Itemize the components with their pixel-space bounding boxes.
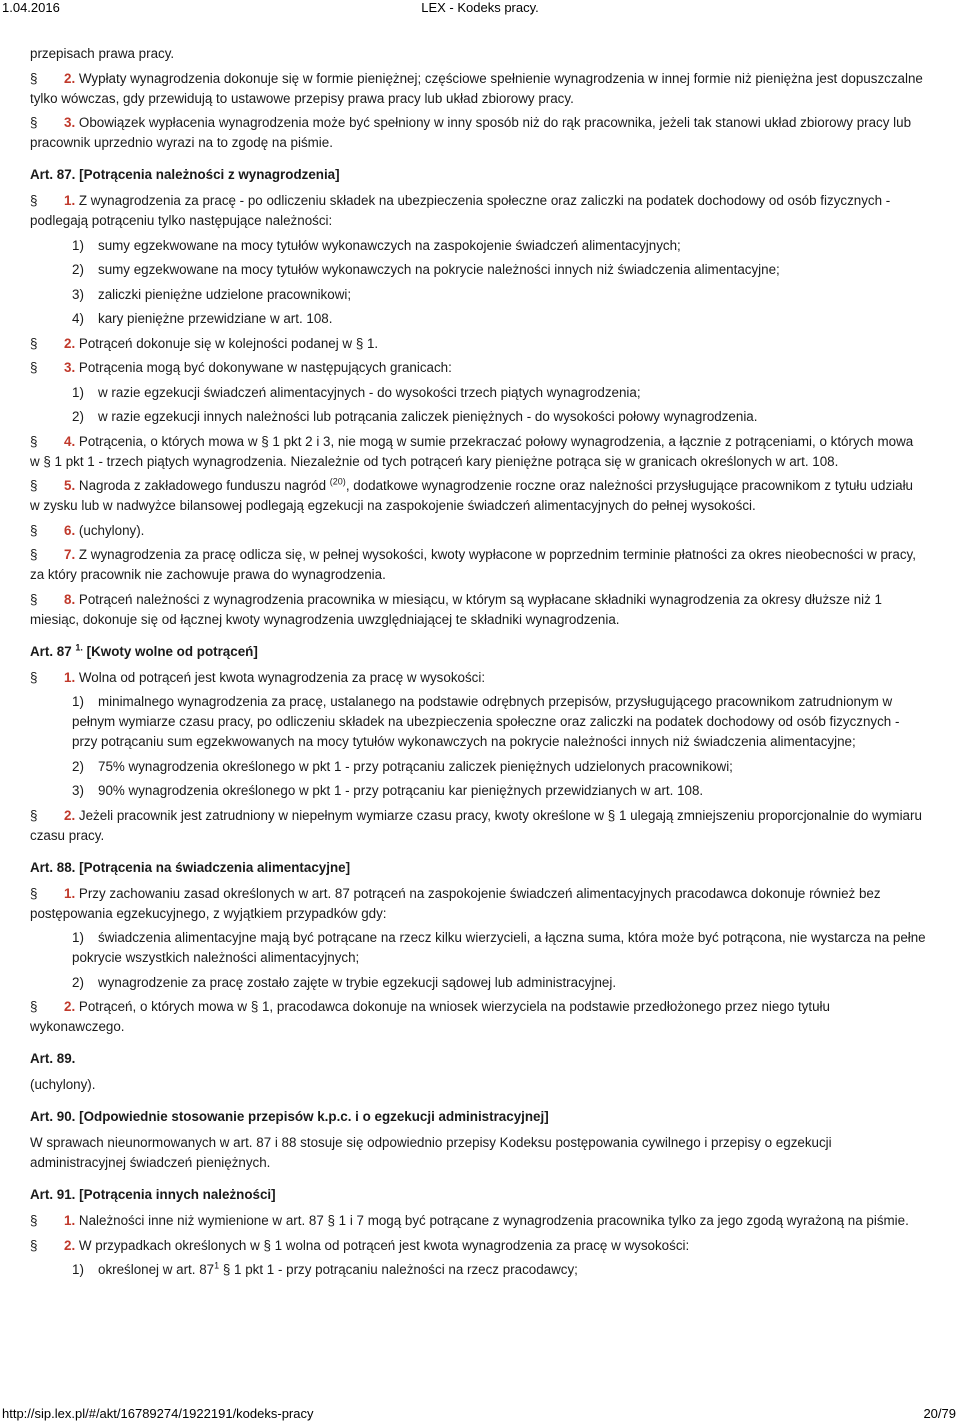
art87-par1 bbox=[30, 191, 926, 231]
art87-par4 bbox=[30, 432, 926, 472]
article-88-heading: Art. 88. [Potrącenia na świadczenia alimentacyjne] bbox=[30, 859, 351, 875]
paragraph-text: Z wynagrodzenia za pracę - po odliczeniu składek na ubezpieczenia społeczne oraz zaliczki na podatek dochodowy od osób fizycznych - podlegają potrąceniu tylko następujące należności: bbox=[30, 193, 891, 228]
section-sign: § bbox=[30, 70, 38, 86]
art871-par2 bbox=[30, 806, 926, 846]
art88-par1 bbox=[30, 884, 926, 924]
paragraph-text: Potrącenia, o których mowa w § 1 pkt 2 i 3, nie mogą w sumie przekraczać połowy wynagrodzenia, a łącznie z potrąceniami, o których mowa w § 1 pkt 1 - trzech piątych wynagrodzenia. Niezależnie od tych potrąceń kary pieniężne potrąca się w granicach określonych w art. 108. bbox=[30, 433, 914, 469]
section-sign: § bbox=[30, 999, 38, 1014]
paragraph-number: 3. bbox=[64, 360, 76, 375]
paragraph-text: Przy zachowaniu zasad określonych w art. 87 potrąceń na zaspokojenie świadczeń alimentacyjnych pracodawca dokonuje również bez postępowania egzekucyjnego, z wyjątkiem przypadków gdy: bbox=[30, 885, 881, 921]
list-item: 3) 90% wynagrodzenia określonego w pkt 1 - przy potrącaniu kar pieniężnych przewidzianych w art. 108. bbox=[72, 783, 704, 798]
document-body bbox=[30, 44, 926, 1285]
page-number: 20/79 bbox=[923, 1406, 956, 1421]
list-item: 2) w razie egzekucji innych należności lub potrącania zaliczek pieniężnych - do wysokości połowy wynagrodzenia. bbox=[72, 409, 758, 424]
art87-par8 bbox=[30, 590, 926, 630]
paragraph-text: Potrącenia mogą być dokonywane w następujących granicach: bbox=[78, 360, 452, 375]
section-sign: § bbox=[30, 1213, 38, 1228]
article-87-heading: Art. 87. [Potrącenia należności z wynagrodzenia] bbox=[30, 167, 340, 182]
article-title: [Odpowiednie stosowanie przepisów k.p.c. i o egzekucji administracyjnej] bbox=[79, 1109, 549, 1124]
art89-text: (uchylony). bbox=[30, 1077, 96, 1092]
section-sign: § bbox=[30, 807, 38, 823]
paragraph-number: 4. bbox=[64, 433, 76, 449]
paragraph-number: 5. bbox=[64, 478, 76, 493]
paragraph-number: 6. bbox=[64, 522, 76, 538]
paragraph-text: Należności inne niż wymienione w art. 87 § 1 i 7 mogą być potrącane z wynagrodzenia pracownika tylko za jego zgodą wyrażoną na piśmie. bbox=[78, 1213, 909, 1228]
paragraph-text: Z wynagrodzenia za pracę odlicza się, w pełnej wysokości, kwoty wypłacone w poprzednim terminie płatności za okres nieobecności w pracy, za który pracownik nie zachowuje prawa do wynagrodzenia. bbox=[30, 547, 916, 582]
footnote-ref[interactable]: (20) bbox=[329, 476, 346, 487]
section-sign: § bbox=[30, 547, 38, 562]
list-item: 1) sumy egzekwowane na mocy tytułów wykonawczych na zaspokojenie świadczeń alimentacyjnych; bbox=[72, 237, 681, 253]
list-item: 1) w razie egzekucji świadczeń alimentacyjnych - do wysokości trzech piątych wynagrodzenia; bbox=[72, 384, 641, 400]
paragraph-text: W przypadkach określonych w § 1 wolna od potrąceń jest kwota wynagrodzenia za pracę w wysokości: bbox=[78, 1237, 690, 1253]
section-sign: § bbox=[30, 522, 38, 538]
paragraph-number: 1. bbox=[64, 669, 76, 685]
paragraph-number: 2. bbox=[64, 999, 76, 1014]
section-sign: § bbox=[30, 591, 38, 607]
section-sign: § bbox=[30, 193, 38, 208]
paragraph-text: Potrąceń, o których mowa w § 1, pracodawca dokonuje na wniosek wierzyciela na podstawie przedłożonego przez niego tytułu wykonawczego. bbox=[30, 999, 830, 1034]
section-sign: § bbox=[30, 115, 38, 130]
list-item: 1) minimalnego wynagrodzenia za pracę, ustalanego na podstawie odrębnych przepisów, przysługującego pracownikom zatrudnionym w pełnym wymiarze czasu pracy, po odliczeniu składek na ubezpieczenia społeczne oraz zaliczki na podatek dochodowy od osób fizycznych - przy potrącaniu sum egzekwowanych na mocy tytułów wykonawczych na pokrycie należności innych niż świadczenia alimentacyjne; bbox=[72, 694, 900, 749]
art87-par3 bbox=[30, 358, 926, 378]
article-90-heading: Art. 90. [Odpowiednie stosowanie przepisów k.p.c. i o egzekucji administracyjnej] bbox=[30, 1109, 549, 1124]
paragraph-number: 2. bbox=[64, 1237, 76, 1253]
art88-par2 bbox=[30, 997, 926, 1037]
paragraph-text: (uchylony). bbox=[78, 522, 145, 538]
paragraph-text: Potrąceń dokonuje się w kolejności podanej w § 1. bbox=[78, 335, 379, 351]
article-title: [Kwoty wolne od potrąceń] bbox=[86, 643, 258, 659]
paragraph-number: 2. bbox=[64, 70, 76, 86]
art871-par1 bbox=[30, 668, 926, 688]
list-item: 4) kary pieniężne przewidziane w art. 108. bbox=[72, 311, 333, 326]
paragraph-text: Obowiązek wypłacenia wynagrodzenia może być spełniony w inny sposób niż do rąk pracownika, jeżeli tak stanowi układ zbiorowy pracy lub pracownik uprzednio wyrazi na to zgodę na piśmie. bbox=[30, 115, 912, 150]
paragraph-text: , dodatkowe wynagrodzenie roczne oraz należności przysługujące pracownikom z tytułu udziału w zysku lub w nadwyżce bilansowej podlegają egzekucji na zaspokojenie świadczeń alimentacyjnych do pełnej wysokości. bbox=[30, 478, 913, 513]
paragraph-number: 7. bbox=[64, 547, 76, 562]
paragraph-number: 3. bbox=[64, 115, 76, 130]
list-item: 1) określonej w art. $87^1$ § 1 pkt 1 - przy potrącaniu należności na rzecz pracodawcy; bbox=[72, 1260, 578, 1277]
article-89-heading: Art. 89. bbox=[30, 1051, 76, 1066]
paragraph-number: 2. bbox=[64, 335, 76, 351]
art87-par7 bbox=[30, 545, 926, 585]
section-sign: § bbox=[30, 360, 38, 375]
paragraph-number: 2. bbox=[64, 807, 76, 823]
paragraph-number: 1. bbox=[64, 885, 76, 901]
list-item: 1) świadczenia alimentacyjne mają być potrącane na rzecz kilku wierzycieli, a łączna suma, która może być potrącona, nie wystarcza na pełne pokrycie wszystkich należności alimentacyjnych; bbox=[72, 930, 926, 965]
paragraph-number: 1. bbox=[64, 1213, 76, 1228]
paragraph-text: Nagroda z zakładowego funduszu nagród bbox=[78, 478, 327, 493]
art87-par5 bbox=[30, 476, 926, 516]
paragraph-3 bbox=[30, 113, 926, 153]
paragraph-number: 8. bbox=[64, 591, 76, 607]
section-sign: § bbox=[30, 1237, 38, 1253]
article-87-1-heading: Art. 87 $^{1.}$ [Kwoty wolne od potrąceń] bbox=[30, 642, 258, 659]
paragraph-2 bbox=[30, 69, 926, 109]
document-title: LEX - Kodeks pracy. bbox=[421, 0, 539, 15]
print-header bbox=[0, 0, 960, 18]
intro-text: przepisach prawa pracy. bbox=[30, 46, 175, 61]
section-sign: § bbox=[30, 669, 38, 685]
art87-par6 bbox=[30, 521, 926, 541]
art91-par1 bbox=[30, 1211, 926, 1231]
page-url[interactable]: http://sip.lex.pl/#/akt/16789274/1922191/kodeks-pracy bbox=[2, 1406, 314, 1421]
section-sign: § bbox=[30, 433, 38, 449]
list-item: 2) 75% wynagrodzenia określonego w pkt 1 - przy potrącaniu zaliczek pieniężnych udzielonych pracownikowi; bbox=[72, 758, 733, 774]
paragraph-text: Jeżeli pracownik jest zatrudniony w niepełnym wymiarze czasu pracy, kwoty określone w § 1 ulegają zmniejszeniu proporcjonalnie do wymiaru czasu pracy. bbox=[30, 807, 922, 843]
section-sign: § bbox=[30, 885, 38, 901]
paragraph-text: Wolna od potrąceń jest kwota wynagrodzenia za pracę w wysokości: bbox=[78, 669, 486, 685]
paragraph-text: Wypłaty wynagrodzenia dokonuje się w formie pieniężnej; częściowe spełnienie wynagrodzenia w innej formie niż pieniężna jest dopuszczalne tylko wówczas, gdy przewidują to ustawowe przepisy prawa pracy lub układ zbiorowy pracy. bbox=[30, 70, 923, 106]
article-title: [Potrącenia innych należności] bbox=[79, 1187, 276, 1202]
article-91-heading: Art. 91. [Potrącenia innych należności] bbox=[30, 1187, 276, 1202]
art87-par2 bbox=[30, 334, 926, 354]
section-sign: § bbox=[30, 478, 38, 493]
section-sign: § bbox=[30, 335, 38, 351]
list-item: 2) sumy egzekwowane na mocy tytułów wykonawczych na pokrycie należności innych niż świadczenia alimentacyjne; bbox=[72, 262, 780, 277]
print-date: 1.04.2016 bbox=[2, 0, 60, 15]
art90-text: W sprawach nieunormowanych w art. 87 i 88 stosuje się odpowiednio przepisy Kodeksu postępowania cywilnego i przepisy o egzekucji administracyjnej świadczeń pieniężnych. bbox=[30, 1135, 832, 1170]
art91-par2 bbox=[30, 1236, 926, 1256]
paragraph-text: Potrąceń należności z wynagrodzenia pracownika w miesiącu, w którym są wypłacane składniki wynagrodzenia za okresy dłuższe niż 1 miesiąc, dokonuje się od łącznej kwoty wynagrodzenia uwzględniającej te składniki wynagrodzenia. bbox=[30, 591, 882, 627]
list-item: 3) zaliczki pieniężne udzielone pracownikowi; bbox=[72, 286, 352, 302]
list-item: 2) wynagrodzenie za pracę zostało zajęte w trybie egzekucji sądowej lub administracyjnej. bbox=[72, 974, 617, 990]
article-title: [Potrącenia na świadczenia alimentacyjne] bbox=[79, 859, 351, 875]
paragraph-number: 1. bbox=[64, 193, 76, 208]
article-title: [Potrącenia należności z wynagrodzenia] bbox=[79, 167, 340, 182]
print-footer bbox=[0, 1404, 960, 1424]
